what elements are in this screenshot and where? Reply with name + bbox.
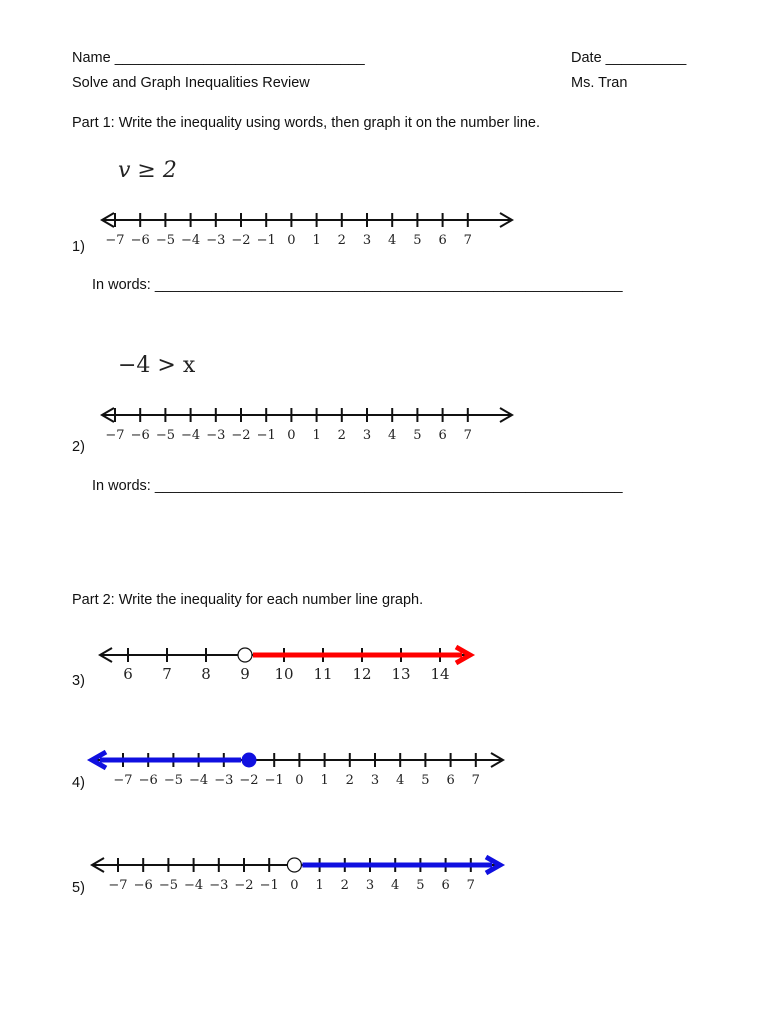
tick-label: −4 xyxy=(189,773,209,788)
tick-label: 4 xyxy=(391,878,400,893)
tick-label: −7 xyxy=(105,428,125,443)
date-field-label: Date __________ xyxy=(571,50,687,66)
tick-label: −4 xyxy=(181,233,201,248)
number-line-3 xyxy=(0,640,770,690)
tick-label: −5 xyxy=(163,773,183,788)
tick-label: 1 xyxy=(320,773,329,788)
closed-point xyxy=(242,753,256,767)
tick-label: −6 xyxy=(130,233,150,248)
problem4-number: 4) xyxy=(72,775,85,791)
tick-label: −6 xyxy=(133,878,153,893)
tick-label: −2 xyxy=(239,773,259,788)
tick-label: −2 xyxy=(231,233,251,248)
tick-label: −7 xyxy=(113,773,133,788)
tick-label: −3 xyxy=(209,878,229,893)
tick-label: 6 xyxy=(438,233,447,248)
problem2-inequality: −4 > x xyxy=(118,353,196,378)
tick-label: 2 xyxy=(337,428,346,443)
tick-label: 3 xyxy=(365,878,375,893)
tick-label: 3 xyxy=(362,233,372,248)
tick-label: −5 xyxy=(155,233,175,248)
tick-label: −2 xyxy=(231,428,251,443)
tick-label: −1 xyxy=(264,773,284,788)
tick-label: 7 xyxy=(463,233,472,248)
worksheet-title: Solve and Graph Inequalities Review xyxy=(72,75,310,91)
name-field-label: Name _______________________________ xyxy=(72,50,365,66)
tick-label: 6 xyxy=(446,773,455,788)
tick-label: 7 xyxy=(463,428,472,443)
part1-instruction: Part 1: Write the inequality using words, then graph it on the number line. xyxy=(72,115,541,131)
number-line-4 xyxy=(0,745,770,795)
tick-label: −1 xyxy=(259,878,279,893)
tick-label: −4 xyxy=(181,428,201,443)
tick-label: −1 xyxy=(256,233,276,248)
tick-label: 6 xyxy=(123,665,133,683)
tick-label: −6 xyxy=(130,428,150,443)
tick-label: 3 xyxy=(370,773,380,788)
tick-label: 4 xyxy=(396,773,405,788)
tick-label: 9 xyxy=(240,665,250,683)
tick-label: 1 xyxy=(312,233,321,248)
tick-label: 3 xyxy=(362,428,372,443)
tick-label: 7 xyxy=(162,665,172,683)
tick-label: −5 xyxy=(155,428,175,443)
tick-label: 0 xyxy=(287,233,296,248)
problem2-words-line: In words: __________________________________________________________ xyxy=(92,478,623,494)
tick-label: 12 xyxy=(352,665,372,683)
tick-label: 1 xyxy=(312,428,321,443)
tick-label: 4 xyxy=(388,233,397,248)
tick-label: 6 xyxy=(438,428,447,443)
tick-label: 2 xyxy=(345,773,354,788)
tick-label: 7 xyxy=(471,773,480,788)
tick-label: 6 xyxy=(441,878,450,893)
tick-label: −2 xyxy=(234,878,254,893)
tick-label: 1 xyxy=(315,878,324,893)
tick-label: 5 xyxy=(413,428,422,443)
tick-label: −7 xyxy=(105,233,125,248)
tick-label: 10 xyxy=(274,665,294,683)
problem1-words-line: In words: __________________________________________________________ xyxy=(92,277,623,293)
tick-label: 11 xyxy=(313,665,333,683)
tick-label: 2 xyxy=(340,878,349,893)
tick-label: −4 xyxy=(184,878,204,893)
open-point xyxy=(238,648,252,662)
number-line-2 xyxy=(0,400,770,450)
tick-label: 5 xyxy=(416,878,425,893)
tick-label: 2 xyxy=(337,233,346,248)
tick-label: 13 xyxy=(391,665,411,683)
number-line-1 xyxy=(0,205,770,255)
problem1-inequality: v ≥ 2 xyxy=(118,158,177,183)
tick-label: −3 xyxy=(214,773,234,788)
open-point xyxy=(287,858,301,872)
tick-label: −3 xyxy=(206,428,226,443)
tick-label: 14 xyxy=(430,665,450,683)
problem2-number: 2) xyxy=(72,439,85,455)
tick-label: 4 xyxy=(388,428,397,443)
tick-label: 0 xyxy=(295,773,304,788)
tick-label: 5 xyxy=(413,233,422,248)
problem3-number: 3) xyxy=(72,673,85,689)
teacher-name: Ms. Tran xyxy=(571,75,628,91)
number-line-5 xyxy=(0,850,770,900)
tick-label: −3 xyxy=(206,233,226,248)
tick-label: 0 xyxy=(287,428,296,443)
tick-label: 7 xyxy=(466,878,475,893)
problem1-number: 1) xyxy=(72,239,85,255)
tick-label: −5 xyxy=(158,878,178,893)
problem5-number: 5) xyxy=(72,880,85,896)
tick-label: −7 xyxy=(108,878,128,893)
tick-label: 0 xyxy=(290,878,299,893)
part2-instruction: Part 2: Write the inequality for each number line graph. xyxy=(72,592,424,608)
tick-label: 8 xyxy=(201,665,211,683)
tick-label: 5 xyxy=(421,773,430,788)
tick-label: −6 xyxy=(138,773,158,788)
tick-label: −1 xyxy=(256,428,276,443)
